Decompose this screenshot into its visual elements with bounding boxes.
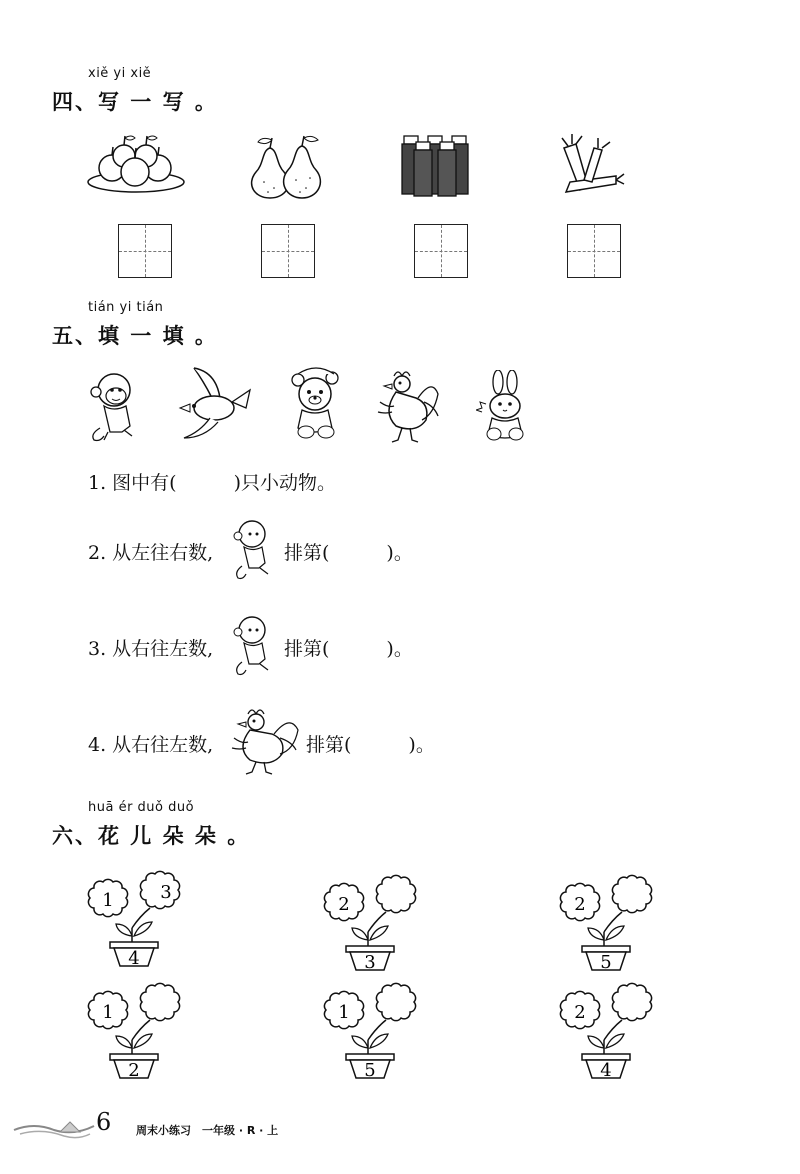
flower-1-right[interactable]: 3 <box>160 882 172 903</box>
flower-4-pot: 2 <box>128 1060 140 1081</box>
section6-pinyin: huā ér duǒ duǒ <box>88 800 195 815</box>
flowers-area <box>0 860 800 1100</box>
flower-1-left: 1 <box>102 890 114 911</box>
monkey-icon <box>232 612 274 678</box>
question-3-suffix: 排第( )。 <box>284 638 413 660</box>
flower-5-pot: 5 <box>364 1060 376 1081</box>
section5-pinyin: tián yi tián <box>88 300 164 315</box>
monkey-icon <box>232 516 274 582</box>
question-2-prefix: 2. 从左往右数, <box>88 542 214 564</box>
answer-box-3[interactable] <box>414 224 468 278</box>
flower-6-pot: 4 <box>600 1060 612 1081</box>
flower-2-pot: 3 <box>364 952 376 973</box>
rooster-icon <box>374 368 440 444</box>
question-2-suffix: 排第( )。 <box>284 542 413 564</box>
bird-icon <box>176 366 254 442</box>
footer-text: 周末小练习 一年级 · R · 上 <box>136 1124 279 1137</box>
answer-box-2[interactable] <box>261 224 315 278</box>
flower-4-left: 1 <box>102 1002 114 1023</box>
flower-2-left: 2 <box>338 894 350 915</box>
rabbit-icon <box>476 370 534 442</box>
rooster-icon <box>230 706 304 776</box>
flower-3-left: 2 <box>574 894 586 915</box>
section4-pinyin: xiě yi xiě <box>88 66 152 81</box>
pears-icon <box>244 134 330 200</box>
monkey-icon <box>86 370 144 442</box>
question-3-prefix: 3. 从右往左数, <box>88 638 214 660</box>
flower-6-left: 2 <box>574 1002 586 1023</box>
footer-decoration-icon <box>10 1112 100 1140</box>
question-4-prefix: 4. 从右往左数, <box>88 734 214 756</box>
flower-3-pot: 5 <box>600 952 612 973</box>
bottles-icon <box>398 132 474 198</box>
question-4-suffix: 排第( )。 <box>306 734 435 756</box>
section6-title: 六、花 儿 朵 朵 。 <box>52 824 251 848</box>
apples-icon <box>84 132 188 196</box>
flower-5-left: 1 <box>338 1002 350 1023</box>
question-1: 1. 图中有( )只小动物。 <box>88 472 336 494</box>
section4-title: 四、写 一 写 。 <box>52 90 218 114</box>
page-number: 6 <box>96 1108 112 1136</box>
answer-box-4[interactable] <box>567 224 621 278</box>
flower-1-pot: 4 <box>128 948 140 969</box>
section5-title: 五、填 一 填 。 <box>52 324 218 348</box>
answer-box-1[interactable] <box>118 224 172 278</box>
bear-icon <box>286 366 346 442</box>
carrots-icon <box>554 134 626 198</box>
